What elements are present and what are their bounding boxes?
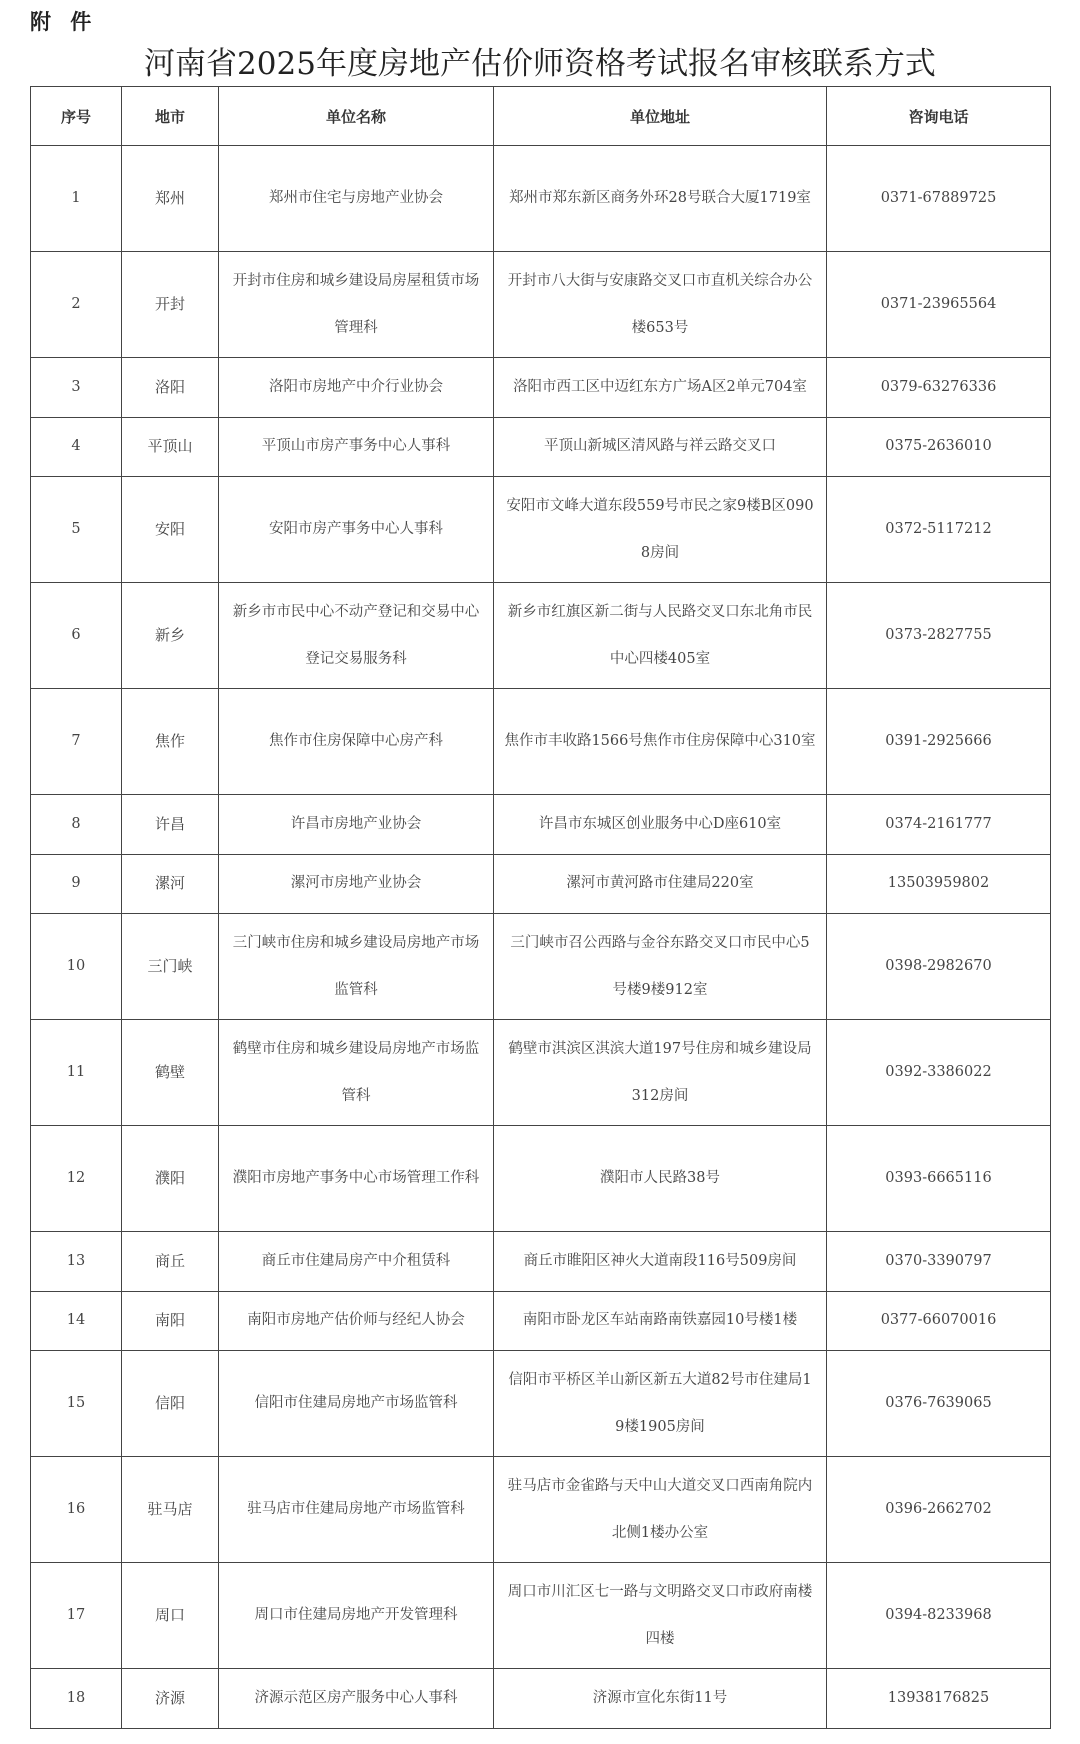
cell-unit-address: 三门峡市召公西路与金谷东路交叉口市民中心5号楼9楼912室 bbox=[494, 914, 827, 1020]
cell-phone: 0394-8233968 bbox=[827, 1563, 1051, 1669]
cell-unit-name: 开封市住房和城乡建设局房屋租赁市场管理科 bbox=[219, 252, 494, 358]
cell-unit-address: 鹤壁市淇滨区淇滨大道197号住房和城乡建设局312房间 bbox=[494, 1020, 827, 1126]
cell-phone: 13938176825 bbox=[827, 1669, 1051, 1729]
cell-phone: 0374-2161777 bbox=[827, 795, 1051, 855]
cell-no: 11 bbox=[31, 1020, 122, 1126]
table-row bbox=[31, 146, 1051, 252]
cell-unit-name: 鹤壁市住房和城乡建设局房地产市场监管科 bbox=[219, 1020, 494, 1126]
cell-city: 三门峡 bbox=[122, 914, 219, 1020]
cell-city: 许昌 bbox=[122, 795, 219, 855]
cell-phone: 0375-2636010 bbox=[827, 417, 1051, 477]
cell-city: 南阳 bbox=[122, 1291, 219, 1351]
cell-unit-address: 许昌市东城区创业服务中心D座610室 bbox=[494, 795, 827, 855]
cell-no: 18 bbox=[31, 1669, 122, 1729]
table-row bbox=[31, 1669, 1051, 1729]
cell-phone: 0376-7639065 bbox=[827, 1351, 1051, 1457]
cell-unit-address: 南阳市卧龙区车站南路南铁嘉园10号楼1楼 bbox=[494, 1291, 827, 1351]
cell-unit-address: 洛阳市西工区中迈红东方广场A区2单元704室 bbox=[494, 358, 827, 418]
contacts-table bbox=[30, 86, 1051, 1729]
cell-unit-name: 商丘市住建局房产中介租赁科 bbox=[219, 1232, 494, 1292]
table-row bbox=[31, 689, 1051, 795]
header-unit-address: 单位地址 bbox=[494, 87, 827, 146]
table-row bbox=[31, 1020, 1051, 1126]
table-row bbox=[31, 252, 1051, 358]
cell-phone: 0398-2982670 bbox=[827, 914, 1051, 1020]
cell-unit-name: 新乡市市民中心不动产登记和交易中心登记交易服务科 bbox=[219, 583, 494, 689]
cell-city: 济源 bbox=[122, 1669, 219, 1729]
cell-city: 濮阳 bbox=[122, 1126, 219, 1232]
table-row bbox=[31, 583, 1051, 689]
cell-unit-address: 驻马店市金雀路与天中山大道交叉口西南角院内北侧1楼办公室 bbox=[494, 1457, 827, 1563]
cell-no: 5 bbox=[31, 477, 122, 583]
table-header bbox=[31, 87, 1051, 146]
cell-no: 3 bbox=[31, 358, 122, 418]
table-row bbox=[31, 1351, 1051, 1457]
cell-unit-name: 焦作市住房保障中心房产科 bbox=[219, 689, 494, 795]
document-title: 河南省2025年度房地产估价师资格考试报名审核联系方式 bbox=[144, 46, 936, 82]
cell-city: 新乡 bbox=[122, 583, 219, 689]
cell-phone: 0396-2662702 bbox=[827, 1457, 1051, 1563]
table-row bbox=[31, 358, 1051, 418]
cell-city: 鹤壁 bbox=[122, 1020, 219, 1126]
header-row bbox=[31, 87, 1051, 146]
cell-unit-name: 许昌市房地产业协会 bbox=[219, 795, 494, 855]
cell-unit-name: 驻马店市住建局房地产市场监管科 bbox=[219, 1457, 494, 1563]
cell-city: 焦作 bbox=[122, 689, 219, 795]
cell-unit-address: 平顶山新城区清风路与祥云路交叉口 bbox=[494, 417, 827, 477]
table-row bbox=[31, 854, 1051, 914]
cell-no: 1 bbox=[31, 146, 122, 252]
cell-unit-name: 平顶山市房产事务中心人事科 bbox=[219, 417, 494, 477]
table-row bbox=[31, 1457, 1051, 1563]
cell-phone: 0379-63276336 bbox=[827, 358, 1051, 418]
attachment-label: 附 件 bbox=[30, 10, 98, 34]
cell-unit-name: 三门峡市住房和城乡建设局房地产市场监管科 bbox=[219, 914, 494, 1020]
cell-city: 商丘 bbox=[122, 1232, 219, 1292]
cell-no: 8 bbox=[31, 795, 122, 855]
cell-city: 安阳 bbox=[122, 477, 219, 583]
cell-unit-name: 洛阳市房地产中介行业协会 bbox=[219, 358, 494, 418]
header-no: 序号 bbox=[31, 87, 122, 146]
table-row bbox=[31, 1563, 1051, 1669]
cell-unit-name: 安阳市房产事务中心人事科 bbox=[219, 477, 494, 583]
cell-no: 7 bbox=[31, 689, 122, 795]
cell-city: 周口 bbox=[122, 1563, 219, 1669]
header-city: 地市 bbox=[122, 87, 219, 146]
cell-phone: 0370-3390797 bbox=[827, 1232, 1051, 1292]
cell-phone: 0377-66070016 bbox=[827, 1291, 1051, 1351]
cell-unit-name: 漯河市房地产业协会 bbox=[219, 854, 494, 914]
cell-city: 开封 bbox=[122, 252, 219, 358]
cell-no: 15 bbox=[31, 1351, 122, 1457]
cell-unit-address: 郑州市郑东新区商务外环28号联合大厦1719室 bbox=[494, 146, 827, 252]
cell-no: 10 bbox=[31, 914, 122, 1020]
cell-no: 13 bbox=[31, 1232, 122, 1292]
cell-unit-address: 濮阳市人民路38号 bbox=[494, 1126, 827, 1232]
cell-unit-address: 漯河市黄河路市住建局220室 bbox=[494, 854, 827, 914]
cell-city: 信阳 bbox=[122, 1351, 219, 1457]
cell-unit-address: 济源市宣化东街11号 bbox=[494, 1669, 827, 1729]
cell-phone: 0391-2925666 bbox=[827, 689, 1051, 795]
cell-city: 漯河 bbox=[122, 854, 219, 914]
table-row bbox=[31, 795, 1051, 855]
cell-unit-address: 焦作市丰收路1566号焦作市住房保障中心310室 bbox=[494, 689, 827, 795]
cell-phone: 0393-6665116 bbox=[827, 1126, 1051, 1232]
cell-phone: 0372-5117212 bbox=[827, 477, 1051, 583]
cell-no: 9 bbox=[31, 854, 122, 914]
cell-unit-address: 开封市八大街与安康路交叉口市直机关综合办公楼653号 bbox=[494, 252, 827, 358]
cell-unit-address: 商丘市睢阳区神火大道南段116号509房间 bbox=[494, 1232, 827, 1292]
cell-phone: 0371-23965564 bbox=[827, 252, 1051, 358]
cell-no: 2 bbox=[31, 252, 122, 358]
cell-unit-name: 郑州市住宅与房地产业协会 bbox=[219, 146, 494, 252]
cell-unit-name: 濮阳市房地产事务中心市场管理工作科 bbox=[219, 1126, 494, 1232]
cell-phone: 13503959802 bbox=[827, 854, 1051, 914]
cell-unit-address: 新乡市红旗区新二街与人民路交叉口东北角市民中心四楼405室 bbox=[494, 583, 827, 689]
table-row bbox=[31, 1291, 1051, 1351]
cell-city: 驻马店 bbox=[122, 1457, 219, 1563]
cell-no: 4 bbox=[31, 417, 122, 477]
cell-no: 14 bbox=[31, 1291, 122, 1351]
table-row bbox=[31, 477, 1051, 583]
cell-unit-address: 周口市川汇区七一路与文明路交叉口市政府南楼四楼 bbox=[494, 1563, 827, 1669]
cell-city: 平顶山 bbox=[122, 417, 219, 477]
cell-no: 12 bbox=[31, 1126, 122, 1232]
table-row bbox=[31, 914, 1051, 1020]
cell-city: 郑州 bbox=[122, 146, 219, 252]
cell-phone: 0392-3386022 bbox=[827, 1020, 1051, 1126]
table-body bbox=[31, 146, 1051, 1729]
cell-city: 洛阳 bbox=[122, 358, 219, 418]
cell-phone: 0373-2827755 bbox=[827, 583, 1051, 689]
table-row bbox=[31, 1232, 1051, 1292]
header-phone: 咨询电话 bbox=[827, 87, 1051, 146]
cell-unit-name: 信阳市住建局房地产市场监管科 bbox=[219, 1351, 494, 1457]
cell-unit-address: 安阳市文峰大道东段559号市民之家9楼B区0908房间 bbox=[494, 477, 827, 583]
cell-unit-name: 周口市住建局房地产开发管理科 bbox=[219, 1563, 494, 1669]
cell-no: 6 bbox=[31, 583, 122, 689]
cell-unit-name: 济源示范区房产服务中心人事科 bbox=[219, 1669, 494, 1729]
cell-unit-address: 信阳市平桥区羊山新区新五大道82号市住建局19楼1905房间 bbox=[494, 1351, 827, 1457]
cell-no: 16 bbox=[31, 1457, 122, 1563]
table-row bbox=[31, 1126, 1051, 1232]
cell-unit-name: 南阳市房地产估价师与经纪人协会 bbox=[219, 1291, 494, 1351]
cell-phone: 0371-67889725 bbox=[827, 146, 1051, 252]
table-row bbox=[31, 417, 1051, 477]
header-unit-name: 单位名称 bbox=[219, 87, 494, 146]
cell-no: 17 bbox=[31, 1563, 122, 1669]
